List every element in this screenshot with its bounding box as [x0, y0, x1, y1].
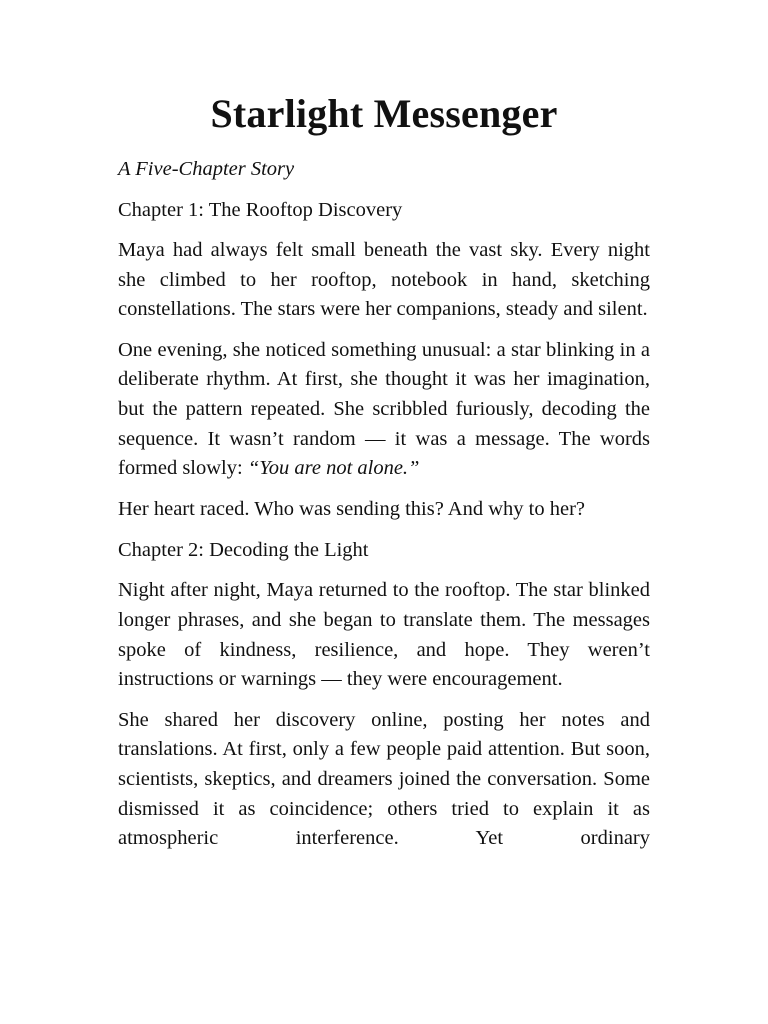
document-subtitle: A Five-Chapter Story: [118, 158, 295, 180]
chapter-2-heading: Chapter 2: Decoding the Light: [118, 539, 369, 562]
document-page: [118, 86, 650, 865]
chapter-2-paragraph-2: She shared her discovery online, posting her notes and translations. At first, only a few people paid attention. But soon, scientists, skeptics, and dreamers joined the conversation. Some dismissed it as coincidence; others tried to explain it as atmospheric interference. Yet ordinary: [118, 708, 650, 850]
chapter-1-paragraph-1: Maya had always felt small beneath the vast sky. Every night she climbed to her rooftop, notebook in hand, sketching constellations. The stars were her companions, steady and silent.: [118, 239, 650, 321]
chapter-2-paragraph-1: Night after night, Maya returned to the rooftop. The star blinked longer phrases, and she began to translate them. The messages spoke of kindness, resilience, and hope. They weren’t instructions or warnings — they were encouragement.: [118, 579, 650, 691]
chapter-1-heading: Chapter 1: The Rooftop Discovery: [118, 199, 403, 221]
document-title: Starlight Messenger: [210, 91, 558, 136]
chapter-1-paragraph-2: [118, 336, 650, 484]
message-quote: “You are not alone.”: [247, 457, 420, 480]
chapter-1-paragraph-3: Her heart raced. Who was sending this? And why to her?: [118, 497, 585, 520]
chapter-1-paragraph-2-text: One evening, she noticed something unusual: a star blinking in a deliberate rhythm. At first, she thought it was her imagination, but the pattern repeated. She scribbled furiously, decoding the sequence. It wasn’t random — it was a message. The words formed slowly:: [118, 338, 650, 480]
